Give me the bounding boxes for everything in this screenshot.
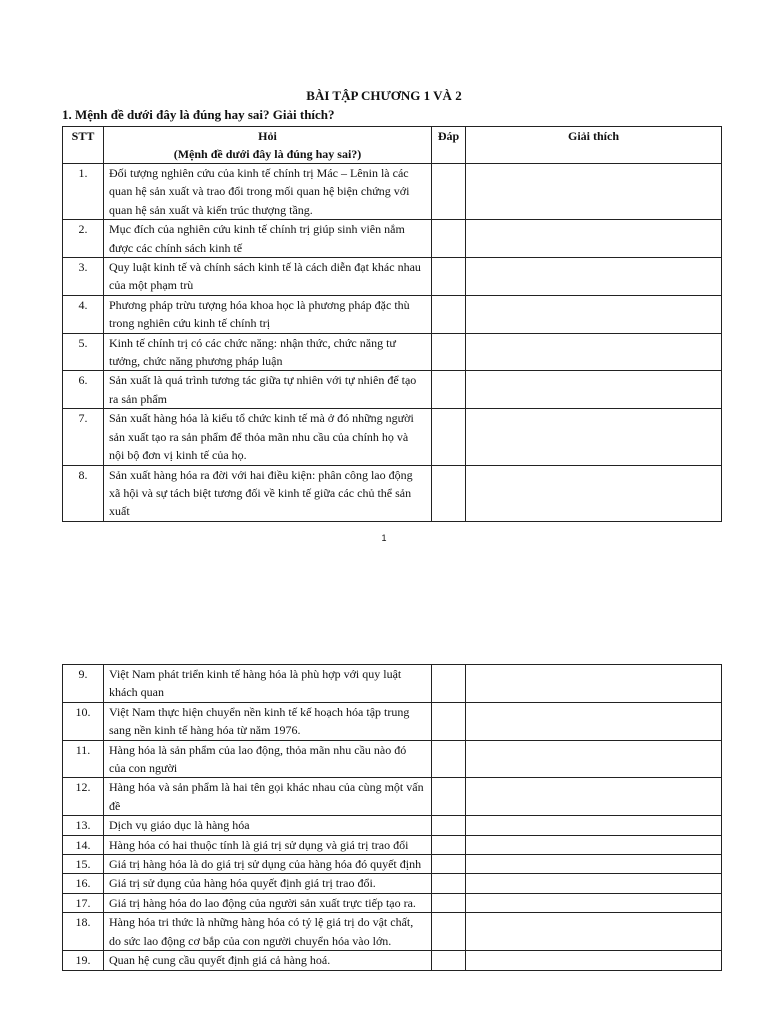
answer-cell [432,740,466,778]
explanation-cell [466,855,722,874]
explanation-cell [466,893,722,912]
answer-cell [432,778,466,816]
table-row [63,874,722,893]
question-text: Quan hệ cung cầu quyết định giá cả hàng hoá. [104,951,432,970]
table-row [63,333,722,371]
question-text: Mục đích của nghiên cứu kinh tế chính trị giúp sinh viên nắm được các chính sách kinh tế [104,220,432,258]
row-number: 8. [63,465,104,521]
answer-cell [432,893,466,912]
row-number: 19. [63,951,104,970]
question-text: Dịch vụ giáo dục là hàng hóa [104,816,432,835]
explanation-cell [466,835,722,854]
page-number: 1 [381,533,387,543]
row-number: 10. [63,702,104,740]
header-stt: STT [63,127,104,164]
row-number: 7. [63,409,104,465]
question-text: Phương pháp trừu tượng hóa khoa học là phương pháp đặc thù trong nghiên cứu kinh tế chính trị [104,295,432,333]
row-number: 15. [63,855,104,874]
row-number: 2. [63,220,104,258]
header-answer: Đáp [432,127,466,164]
answer-cell [432,913,466,951]
answer-cell [432,295,466,333]
answer-cell [432,409,466,465]
explanation-cell [466,258,722,296]
explanation-cell [466,874,722,893]
header-question-line2: (Mệnh đề dưới đây là đúng hay sai?) [173,147,362,161]
answer-cell [432,855,466,874]
question-text: Giá trị hàng hóa là do giá trị sử dụng của hàng hóa đó quyết định [104,855,432,874]
table-row [63,951,722,970]
answer-cell [432,371,466,409]
table-body-page-1 [63,164,722,522]
answer-cell [432,874,466,893]
explanation-cell [466,913,722,951]
table-row [63,913,722,951]
explanation-cell [466,164,722,220]
explanation-cell [466,778,722,816]
question-text: Kinh tế chính trị có các chức năng: nhận thức, chức năng tư tưởng, chức năng phương pháp luận [104,333,432,371]
explanation-cell [466,295,722,333]
answer-cell [432,816,466,835]
table-row [63,816,722,835]
question-text: Sản xuất hàng hóa ra đời với hai điều kiện: phân công lao động xã hội và sự tách biệt tương đối về kinh tế giữa các chủ thể sản xuất [104,465,432,521]
explanation-cell [466,465,722,521]
header-question-line1: Hỏi [258,129,277,143]
answer-cell [432,665,466,703]
answer-cell [432,465,466,521]
answer-cell [432,702,466,740]
table-row [63,702,722,740]
question-text: Giá trị hàng hóa do lao động của người sản xuất trực tiếp tạo ra. [104,893,432,912]
explanation-cell [466,220,722,258]
answer-cell [432,164,466,220]
row-number: 14. [63,835,104,854]
row-number: 5. [63,333,104,371]
explanation-cell [466,333,722,371]
table-row [63,855,722,874]
document-title: BÀI TẬP CHƯƠNG 1 VÀ 2 [306,88,462,103]
question-text: Sản xuất là quá trình tương tác giữa tự nhiên với tự nhiên để tạo ra sản phẩm [104,371,432,409]
answer-cell [432,951,466,970]
explanation-cell [466,816,722,835]
row-number: 12. [63,778,104,816]
table-row [63,893,722,912]
row-number: 18. [63,913,104,951]
question-text: Sản xuất hàng hóa là kiểu tổ chức kinh tế mà ở đó những người sản xuất tạo ra sản phẩm để thỏa mãn nhu cầu của chính họ và nội bộ đơn vị kinh tế của họ. [104,409,432,465]
table-row [63,665,722,703]
explanation-cell [466,951,722,970]
row-number: 16. [63,874,104,893]
explanation-cell [466,665,722,703]
table-row [63,258,722,296]
table-body-page-2 [63,665,722,971]
header-question [104,127,432,164]
question-text: Hàng hóa có hai thuộc tính là giá trị sử dụng và giá trị trao đổi [104,835,432,854]
row-number: 3. [63,258,104,296]
answer-cell [432,333,466,371]
question-text: Hàng hóa và sản phẩm là hai tên gọi khác nhau của cùng một vấn đề [104,778,432,816]
table-row [63,740,722,778]
questions-table-page-2 [62,664,722,971]
answer-cell [432,258,466,296]
question-text: Đối tượng nghiên cứu của kinh tế chính trị Mác – Lênin là các quan hệ sản xuất và trao đổi trong mối quan hệ biện chứng với quan hệ sản xuất và kiến trúc thượng tầng. [104,164,432,220]
row-number: 17. [63,893,104,912]
answer-cell [432,835,466,854]
table-row [63,371,722,409]
table-row [63,295,722,333]
row-number: 4. [63,295,104,333]
question-text: Hàng hóa là sản phẩm của lao động, thỏa mãn nhu cầu nào đó của con người [104,740,432,778]
row-number: 11. [63,740,104,778]
explanation-cell [466,740,722,778]
question-text: Giá trị sử dụng của hàng hóa quyết định giá trị trao đổi. [104,874,432,893]
table-row [63,164,722,220]
question-text: Việt Nam thực hiện chuyển nền kinh tế kế hoạch hóa tập trung sang nền kinh tế hàng hóa từ năm 1976. [104,702,432,740]
row-number: 1. [63,164,104,220]
explanation-cell [466,371,722,409]
table-row [63,220,722,258]
row-number: 13. [63,816,104,835]
explanation-cell [466,702,722,740]
header-explanation: Giải thích [466,127,722,164]
table-header-row [63,127,722,164]
questions-table-page-1 [62,126,722,522]
answer-cell [432,220,466,258]
table-row [63,409,722,465]
row-number: 6. [63,371,104,409]
table-row [63,835,722,854]
table-row [63,465,722,521]
question-text: Quy luật kinh tế và chính sách kinh tế là cách diễn đạt khác nhau của một phạm trù [104,258,432,296]
question-text: Hàng hóa tri thức là những hàng hóa có tỷ lệ giá trị do vật chất, do sức lao động cơ bắp của con người chuyển hóa vào lớn. [104,913,432,951]
table-row [63,778,722,816]
explanation-cell [466,409,722,465]
section-heading: 1. Mệnh đề dưới đây là đúng hay sai? Giải thích? [62,107,335,122]
row-number: 9. [63,665,104,703]
question-text: Việt Nam phát triển kinh tế hàng hóa là phù hợp với quy luật khách quan [104,665,432,703]
